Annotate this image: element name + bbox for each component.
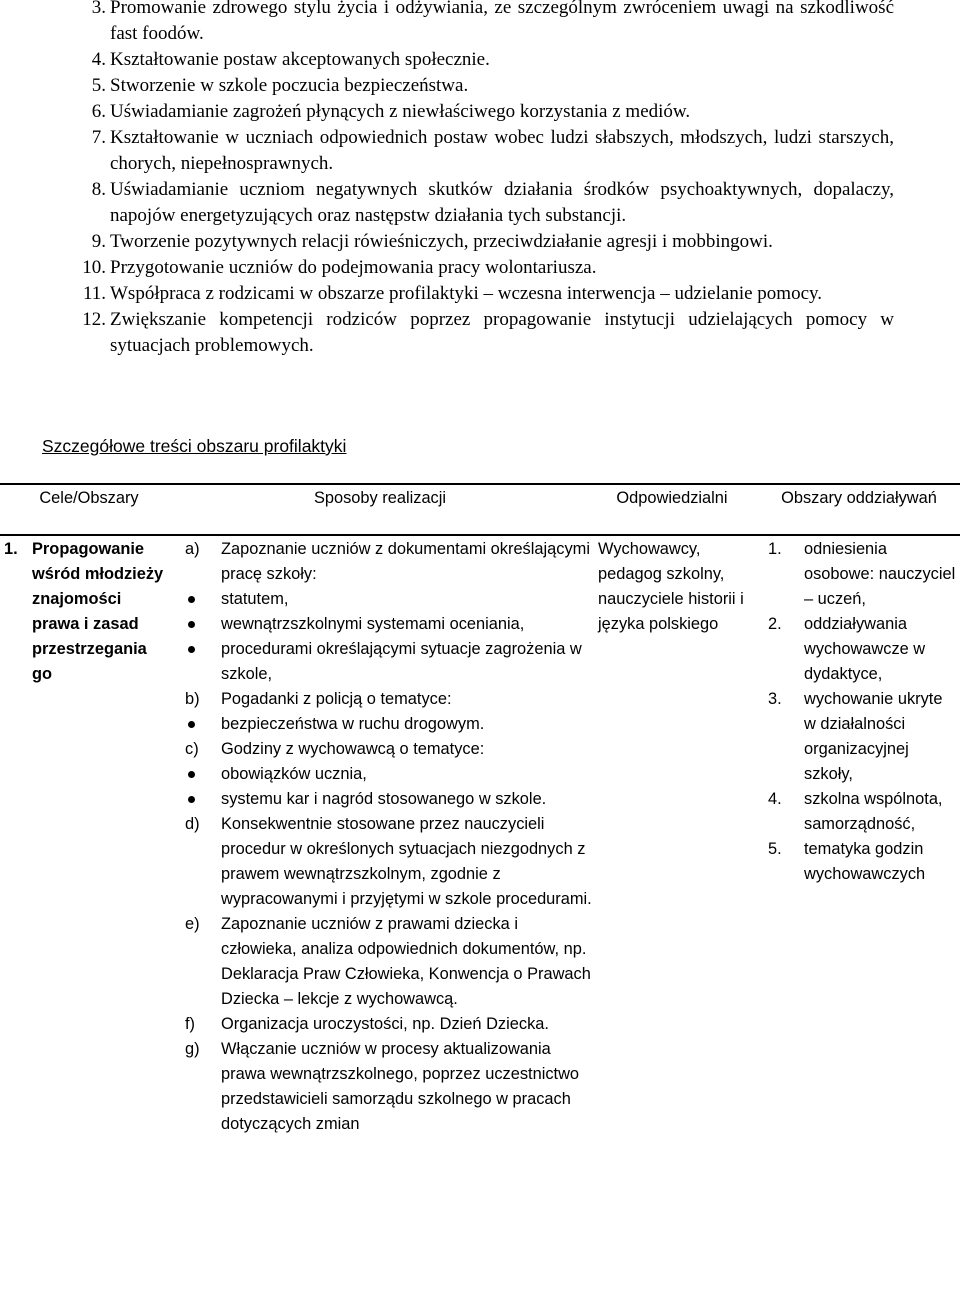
method-text: Konsekwentnie stosowane przez nauczycieli procedur w określonych sytuacjach niezgodnych z prawem wewnątrzszkolnym, zgodnie z wypracowanymi i przyjętymi w szkole procedurami.	[221, 815, 592, 908]
list-item-text: Współpraca z rodzicami w obszarze profilaktyki – wczesna interwencja – udzielanie pomocy.	[110, 283, 823, 304]
cell-methods	[183, 537, 593, 1137]
bullet-icon	[188, 621, 195, 628]
bullet-text: wewnątrzszkolnymi systemami oceniania,	[221, 615, 525, 633]
method-letter: e)	[185, 915, 200, 933]
goal-number: 1.	[4, 540, 18, 558]
list-item	[91, 177, 894, 229]
cell-responsible: Wychowawcy, pedagog szkolny, nauczyciele historii i języka polskiego	[598, 540, 744, 633]
bullet-icon	[188, 721, 195, 728]
bullet-icon	[188, 771, 195, 778]
method-letter: a)	[185, 540, 200, 558]
area-text: wychowanie ukryte w działalności organizacyjnej szkoły,	[804, 690, 943, 783]
list-item-number: 8.	[91, 179, 106, 200]
list-item	[91, 0, 894, 47]
area-text: szkolna wspólnota, samorządność,	[804, 790, 943, 833]
list-item-number: 5.	[91, 75, 106, 96]
method-text: Zapoznanie uczniów z dokumentami określającymi pracę szkoły:	[221, 540, 590, 583]
method-item	[183, 1012, 593, 1037]
method-item	[183, 687, 593, 712]
area-item	[768, 687, 958, 787]
area-text: odniesienia osobowe: nauczyciel – uczeń,	[804, 540, 956, 608]
method-letter: d)	[185, 815, 200, 833]
method-bullet	[183, 612, 593, 637]
method-item	[183, 737, 593, 762]
bullet-icon	[188, 796, 195, 803]
method-text: Zapoznanie uczniów z prawami dziecka i człowieka, analiza odpowiednich dokumentów, np. Deklaracja Praw Człowieka, Konwencja o Prawach Dziecka – lekcje z wychowawcą.	[221, 915, 591, 1008]
area-number: 4.	[768, 790, 782, 808]
list-item-text: Promowanie zdrowego stylu życia i odżywiania, ze szczególnym zwróceniem uwagi na szkodliwość fast foodów.	[110, 0, 894, 44]
table-border-top	[0, 483, 960, 485]
list-item-number: 6.	[91, 101, 106, 122]
list-item	[82, 281, 894, 307]
list-item	[91, 229, 894, 255]
area-item	[768, 612, 958, 687]
method-text: Włączanie uczniów w procesy aktualizowania prawa wewnątrzszkolnego, poprzez uczestnictwo przedstawicieli samorządu szkolnego w pracach dotyczących zmian	[221, 1040, 580, 1133]
list-item	[82, 255, 894, 281]
list-item-number: 12.	[82, 309, 106, 330]
bullet-text: obowiązków ucznia,	[221, 765, 367, 783]
bullet-text: systemu kar i nagród stosowanego w szkole.	[221, 790, 547, 808]
method-bullet	[183, 587, 593, 612]
method-item	[183, 812, 593, 912]
area-number: 1.	[768, 540, 782, 558]
list-item-text: Stworzenie w szkole poczucia bezpieczeństwa.	[110, 75, 469, 96]
area-item	[768, 837, 958, 887]
bullet-text: bezpieczeństwa w ruchu drogowym.	[221, 715, 485, 733]
area-number: 5.	[768, 840, 782, 858]
area-text: tematyka godzin wychowawczych	[804, 840, 926, 883]
method-bullet	[183, 762, 593, 787]
method-item	[183, 537, 593, 587]
list-item	[91, 125, 894, 177]
list-item-text: Tworzenie pozytywnych relacji rówieśniczych, przeciwdziałanie agresji i mobbingowi.	[110, 231, 773, 252]
list-item-number: 11.	[82, 283, 106, 304]
list-item-text: Uświadamianie zagrożeń płynących z niewłaściwego korzystania z mediów.	[110, 101, 691, 122]
list-item-number: 9.	[91, 231, 106, 252]
area-text: oddziaływania wychowawcze w dydaktyce,	[804, 615, 926, 683]
list-item-number: 3.	[91, 0, 106, 18]
method-letter: b)	[185, 690, 200, 708]
list-item-text: Kształtowanie w uczniach odpowiednich postaw wobec ludzi słabszych, młodszych, ludzi starszych, chorych, niepełnosprawnych.	[110, 127, 894, 174]
method-bullet	[183, 712, 593, 737]
table-header-border	[0, 534, 960, 536]
cell-goal	[4, 537, 164, 687]
method-text: Godziny z wychowawcą o tematyce:	[221, 740, 485, 758]
list-item	[91, 73, 894, 99]
method-letter: c)	[185, 740, 199, 758]
method-item	[183, 1037, 593, 1137]
method-text: Organizacja uroczystości, np. Dzień Dziecka.	[221, 1015, 549, 1033]
method-letter: g)	[185, 1040, 200, 1058]
area-item	[768, 537, 958, 612]
column-header-goals: Cele/Obszary	[39, 489, 139, 507]
column-header-methods: Sposoby realizacji	[313, 489, 447, 507]
method-item	[183, 912, 593, 1012]
column-header-responsible: Odpowiedzialni	[616, 489, 728, 507]
area-number: 3.	[768, 690, 782, 708]
bullet-text: statutem,	[221, 590, 289, 608]
method-bullet	[183, 787, 593, 812]
bullet-text: procedurami określającymi sytuacje zagrożenia w szkole,	[221, 640, 582, 683]
list-item-text: Zwiększanie kompetencji rodziców poprzez propagowanie instytucji udzielających pomocy w sytuacjach problemowych.	[110, 309, 894, 356]
section-title: Szczegółowe treści obszaru profilaktyki	[42, 436, 347, 456]
list-item-text: Uświadamianie uczniom negatywnych skutków działania środków psychoaktywnych, dopalaczy, napojów energetyzujących oraz następstw działania tych substancji.	[110, 179, 894, 226]
list-item-number: 4.	[91, 49, 106, 70]
list-item-number: 10.	[82, 257, 106, 278]
list-item-text: Przygotowanie uczniów do podejmowania pracy wolontariusza.	[110, 257, 597, 278]
method-letter: f)	[185, 1015, 196, 1033]
list-item-number: 7.	[91, 127, 106, 148]
column-header-areas: Obszary oddziaływań	[781, 489, 937, 507]
method-text: Pogadanki z policją o tematyce:	[221, 690, 452, 708]
cell-areas	[768, 537, 958, 887]
bullet-icon	[188, 646, 195, 653]
goals-list	[0, 0, 960, 359]
method-bullet	[183, 637, 593, 687]
area-item	[768, 787, 958, 837]
list-item	[91, 47, 894, 73]
goal-text: Propagowanie wśród młodzieży znajomości prawa i zasad przestrzegania go	[32, 540, 164, 683]
list-item	[91, 99, 894, 125]
list-item	[82, 307, 894, 359]
list-item-text: Kształtowanie postaw akceptowanych społecznie.	[110, 49, 490, 70]
area-number: 2.	[768, 615, 782, 633]
bullet-icon	[188, 596, 195, 603]
